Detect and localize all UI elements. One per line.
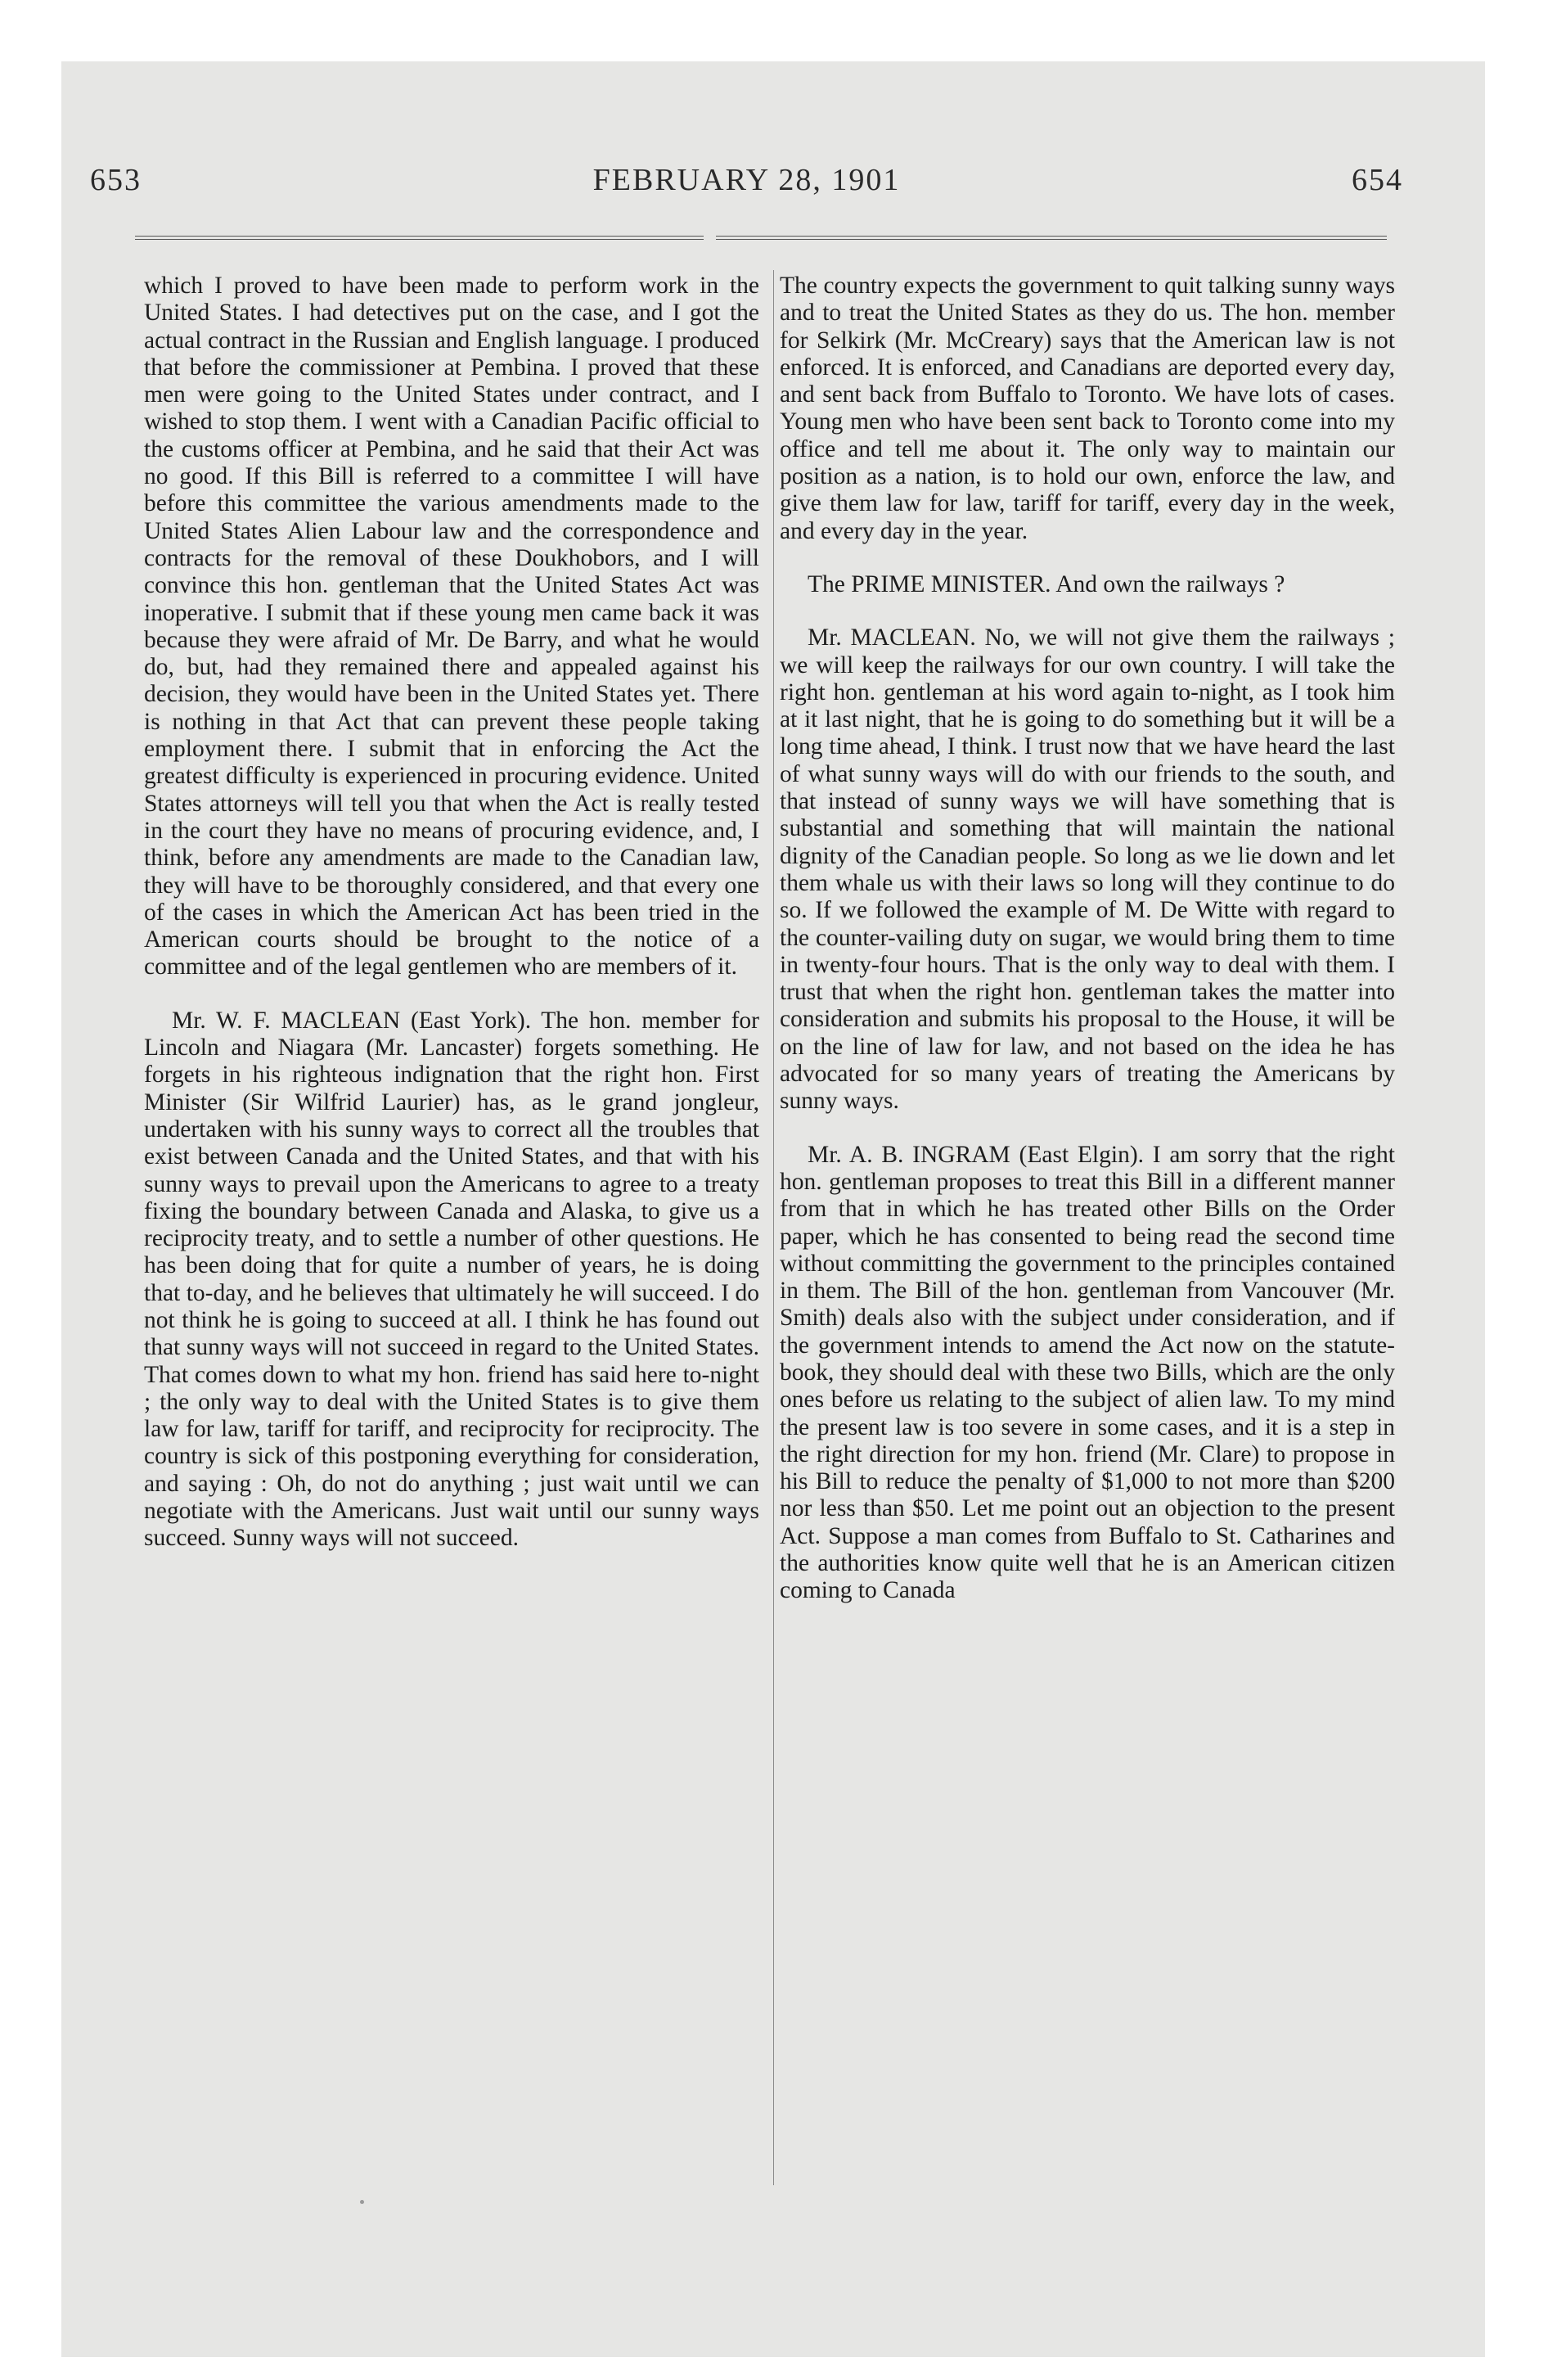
paragraph: The PRIME MINISTER. And own the railways ? — [808, 570, 1285, 597]
column-divider — [773, 270, 774, 2185]
paragraph: which I proved to have been made to perform work in the United States. I had detectives put on the case, and I got the actual contract in the Russian and English language. I produced that before the commissioner at Pembina. I proved that these men were going to the United States under contract, and I wished to stop them. I went with a Canadian Pacific official to the customs officer at Pembina, and he said that their Act was no good. If this Bill is referred to a committee I will have before this committee the various amendments made to the United States Alien Labour law and the correspondence and contracts for the removal of these Doukhobors, and I will convince this hon. gentleman that the United States Act was inoperative. I submit that if these young men came back it was because they were afraid of Mr. De Barry, and what he would do, but, had they remained there and appealed against his decision, they would have been in the United States yet. There is nothing in that Act that can prevent these people taking employment there. I submit that in enforcing the Act the greatest difficulty is experienced in procuring evidence. United States attorneys will tell you that when the Act is really tested in the court they have no means of procuring evidence, and, I think, before any amendments are made to the Canadian law, they will have to be thoroughly considered, and that every one of the cases in which the American Act has been tried in the American courts should be brought to the notice of a committee and of the legal gentlemen who are members of it. — [144, 273, 759, 980]
paragraph: Mr. A. B. INGRAM (East Elgin). I am sorry that the right hon. gentleman proposes to treat this Bill in a different manner from that in which he has treated other Bills on the Order paper, which he has consented to being read the second time without committing the government to the principles contained in them. The Bill of the hon. gentleman from Vancouver (Mr. Smith) deals also with the subject under consideration, and if the government intends to amend the Act now on the statute-book, they should deal with these two Bills, which are the only ones before us relating to the subject of alien law. To my mind the present law is too severe in some cases, and it is a step in the right direction for my hon. friend (Mr. Clare) to propose in his Bill to reduce the penalty of $1,000 to not more than $200 nor less than $50. Let me point out an objection to the present Act. Suppose a man comes from Buffalo to St. Catharines and the authorities know quite well that he is an American citizen coming to Canada — [780, 1141, 1395, 1604]
paragraph: The country expects the government to quit talking sunny ways and to treat the United States as they do us. The hon. member for Selkirk (Mr. McCreary) says that the American law is not enforced. It is enforced, and Canadians are deported every day, and sent back from Buffalo to Toronto. We have lots of cases. Young men who have been sent back to Toronto come into my office and tell me about it. The only way to maintain our position as a nation, is to hold our own, enforce the law, and give them law for law, tariff for tariff, every day in the week, and every day in the year. — [780, 273, 1395, 544]
page-header — [90, 162, 1403, 219]
paragraph: Mr. W. F. MACLEAN (East York). The hon. member for Lincoln and Niagara (Mr. Lancaster) forgets something. He forgets in his righteous indignation that the right hon. First Minister (Sir Wilfrid Laurier) has, as le grand jongleur, undertaken with his sunny ways to correct all the troubles that exist between Canada and the United States, and that with his sunny ways to prevail upon the Americans to agree to a treaty fixing the boundary between Canada and Alaska, to give us a reciprocity treaty, and to settle a number of other questions. He has been doing that for quite a number of years, he is doing that to-day, and he believes that ultimately he will succeed. I do not think he is going to succeed at all. I think he has found out that sunny ways will not succeed in regard to the United States. That comes down to what my hon. friend has said here to-night ; the only way to deal with the United States is to give them law for law, tariff for tariff, and reciprocity for reciprocity. The country is sick of this postponing everything for consideration, and saying : Oh, do not do anything ; just wait until we can negotiate with the Americans. Just wait until our sunny ways succeed. Sunny ways will not succeed. — [144, 1007, 759, 1552]
page-date: FEBRUARY 28, 1901 — [592, 163, 901, 197]
page-number-right: 654 — [1352, 163, 1403, 197]
header-rule-left — [135, 236, 704, 240]
right-column — [780, 273, 1395, 1605]
header-rule-right — [716, 236, 1387, 240]
page-number-left: 653 — [90, 163, 142, 197]
left-column — [144, 273, 759, 1553]
scan-speck — [360, 2200, 364, 2204]
paragraph: Mr. MACLEAN. No, we will not give them the railways ; we will keep the railways for our own country. I will take the right hon. gentleman at his word again to-night, as I took him at it last night, that he is going to do something but it will be a long time ahead, I think. I trust now that we have heard the last of what sunny ways will do with our friends to the south, and that instead of sunny ways we will have something that is substantial and something that will maintain the national dignity of the Canadian people. So long as we lie down and let them whale us with their laws so long will they continue to do so. If we followed the example of M. De Witte with regard to the counter-vailing duty on sugar, we would bring them to time in twenty-four hours. That is the only way to deal with them. I trust that when the right hon. gentleman takes the matter into consideration and submits his proposal to the House, it will be on the line of law for law, and not based on the idea he has advocated for so many years of treating the Americans by sunny ways. — [780, 624, 1395, 1115]
